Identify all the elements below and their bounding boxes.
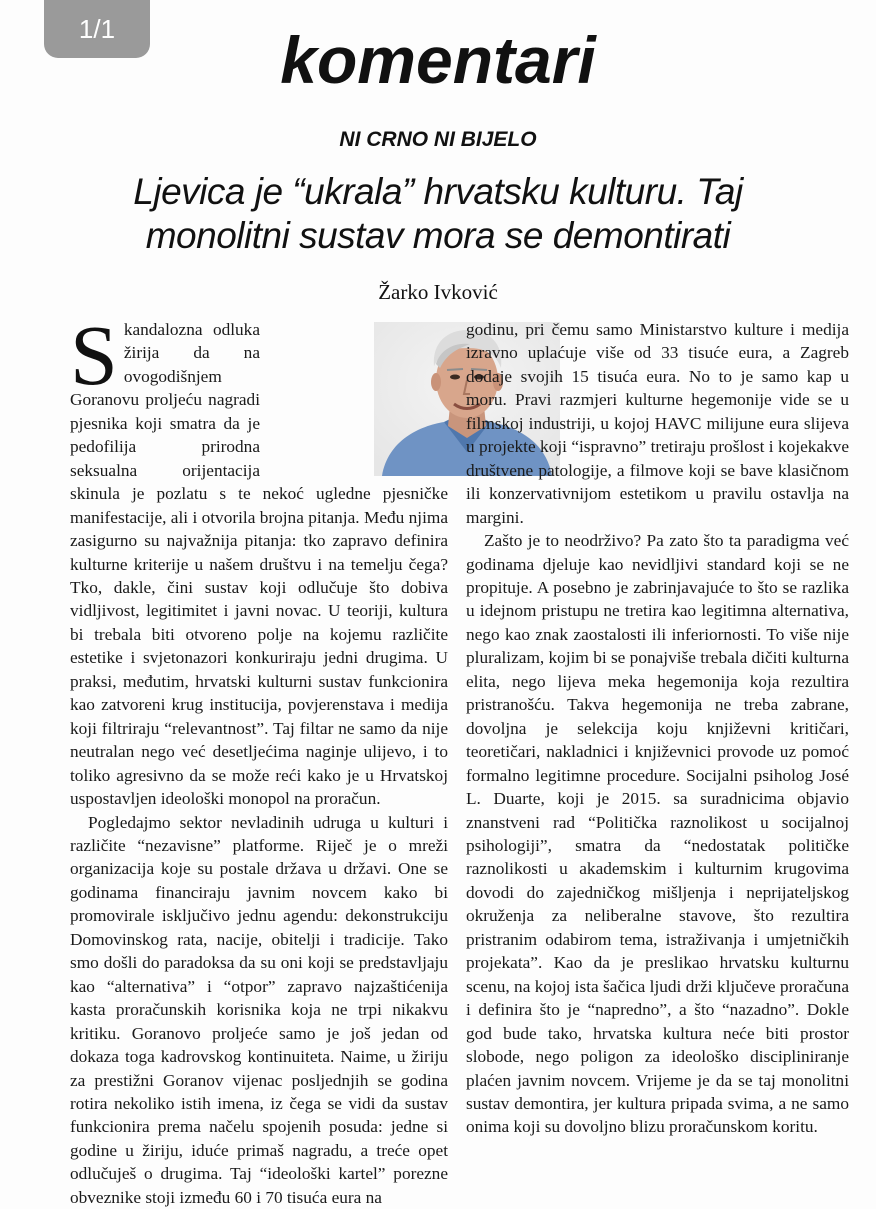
right-column [466, 318, 849, 1139]
page-indicator[interactable]: 1/1 [44, 0, 150, 58]
right-paragraph-1: godinu, pri čemu samo Ministarstvo kulture i medija izravno uplaćuje više od 33 tisuće eura, a Zagreb dodaje svojih 15 tisuća eura. No to je samo kap u moru. Pravi razmjeri kulturne hegemonije vide se u filmskoj industriji, u kojoj HAVC milijune eura slijeva u projekte koji “ispravno” tretiraju prošlost i kojekakve društvene patologije, a filmove koji se bave klasičnom ili konzervativnijom estetikom u pravilu ostavlja na margini. [466, 320, 849, 527]
section-title: komentari [280, 23, 596, 97]
right-paragraph-2: Zašto je to neodrživo? Pa zato što ta paradigma već godinama djeluje kao nevidljivi standard koji se ne propituje. A posebno je zabrinjavajuće to što se razlika u idejnom pristupu ne tretira kao legitimna alternativa, nego kao znak zaostalosti ili inferiornosti. To više nije pluralizam, kojim bi se ponajviše trebala dičiti kulturna elita, nego lijeva meka hegemonija koja rezultira pristranošću. Takva hegemonija ne treba zabrane, dovoljna je selekcija koju književni kritičari, teoretičari, nakladnici i književnici provode uz pomoć formalno legitimne procedure. Socijalni psiholog José L. Duarte, koji je 2015. sa suradnicima objavio znanstveni rad “Politička raznolikost u socijalnoj psihologiji”, smatra da “nedostatak političke raznolikosti u akademskim i kulturnim krugovima dovodi do zajedničkog mišljenja i neprijateljskog okruženja za neliberalne stavove, što rezultira pristranim odabirom tema, istraživanja i umjetničkih projekata”. Kao da je preslikao hrvatsku kulturnu scenu, na kojoj ista šačica ljudi drži ključeve proračuna i definira što je “napredno”, a što “nazadno”. Dokle god bude tako, hrvatska kultura neće biti prostor slobode, nego poligon za ideološko discipliniranje plaćen javnim novcem. Vrijeme je da se taj monolitni sustav demontira, jer kultura pripada svima, a ne samo onima koji su dovoljno blizu proračunskom koritu. [466, 531, 849, 1137]
left-paragraph-1: kandalozna odluka žirija da na ovogodišnjem Goranovu proljeću nagradi pjesnika koji smatra da je pedofilija prirodna seksualna orijentacija skinula je pozlatu s te nekoć ugledne pjesničke manifestacije, ali i otvorila brojna pitanja. Među njima zasigurno su najvažnija pitanja: tko zapravo definira kulturne kriterije u našem društvu i na temelju čega? Tko, dakle, čini sustav koji odlučuje što dobiva vidljivost, legitimitet i javni novac. U teoriji, kultura bi trebala biti otvoreno polje na kojemu različite estetike i svjetonazori konkuriraju jedni drugima. U praksi, međutim, hrvatski kulturni sustav funkcionira kao zatvoreni krug institucija, povjerenstava i medija koji filtriraju “relevantnost”. Taj filtar ne samo da nije neutralan nego već desetljećima naginje ulijevo, i to toliko agresivno da se može reći kako je u Hrvatskoj uspostavljen ideološki monopol na proračun. [70, 320, 448, 809]
article-headline: Ljevica je “ukrala” hrvatsku kulturu. Taj monolitni sustav mora se demontirati [133, 171, 743, 256]
left-paragraph-2: Pogledajmo sektor nevladinih udruga u kulturi i različite “nezavisne” platforme. Riječ je o mreži organizacija koje su postale država u državi. One se godinama financiraju javnim novcem kako bi promovirale isključivo jednu agendu: dekonstrukciju Domovinskog rata, nacije, obitelji i tradicije. Tako smo došli do paradoksa da su oni koji se predstavljaju kao “alternativa” i “otpor” zapravo najzaštićenija kasta proračunskih korisnika koja ne trpi nikakvu kritiku. Goranovo proljeće samo je još jedan od dokaza toga kadrovskog kontinuiteta. Naime, u žiriju za prestižni Goranov vijenac posljednjih se godina rotira nekoliko istih imena, iz čega se vidi da sustav funkcionira prema načelu spojenih posuda: jedne si godine u žiriju, iduće primaš nagradu, a treće opet odlučuješ o drugima. Taj “ideološki kartel” porezne obveznike stoji između 60 i 70 tisuća eura na [70, 812, 448, 1207]
drop-cap: S [70, 307, 118, 403]
article-kicker: NI CRNO NI BIJELO [339, 128, 537, 151]
article-author: Žarko Ivković [378, 280, 498, 304]
